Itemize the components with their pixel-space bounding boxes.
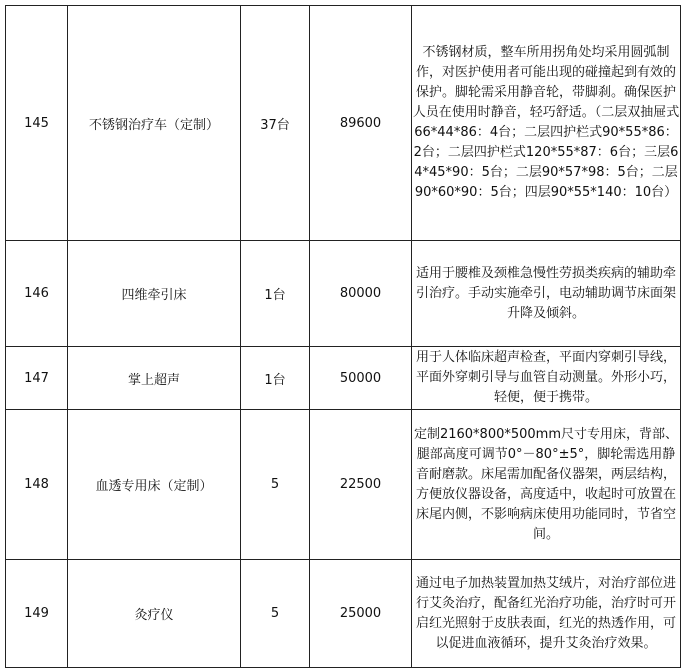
item-number: 147: [6, 347, 68, 410]
table-row: [6, 410, 681, 560]
item-quantity: 5: [241, 410, 310, 560]
item-price: 22500: [310, 410, 412, 560]
item-quantity: 1台: [241, 241, 310, 347]
table-row: [6, 241, 681, 347]
item-name: 掌上超声: [68, 347, 241, 410]
table-row: [6, 6, 681, 241]
item-number: 148: [6, 410, 68, 560]
item-number: 145: [6, 6, 68, 241]
item-price: 89600: [310, 6, 412, 241]
item-description: 适用于腰椎及颈椎急慢性劳损类疾病的辅助牵引治疗。手动实施牵引，电动辅助调节床面架升降及倾斜。: [412, 241, 681, 347]
item-name: 血透专用床（定制）: [68, 410, 241, 560]
item-number: 146: [6, 241, 68, 347]
item-name: 四维牵引床: [68, 241, 241, 347]
item-name: 不锈钢治疗车（定制）: [68, 6, 241, 241]
item-description: 定制2160*800*500mm尺寸专用床，背部、腿部高度可调节0°－80°±5°，脚轮需选用静音耐磨款。床尾需加配备仪器架，两层结构，方便放仪器设备，高度适中，收起时可放置在床尾内侧，不影响病床使用功能同时，节省空间。: [412, 410, 681, 560]
item-quantity: 5: [241, 560, 310, 668]
item-number: 149: [6, 560, 68, 668]
item-price: 80000: [310, 241, 412, 347]
equipment-spec-table: [5, 5, 681, 668]
item-quantity: 37台: [241, 6, 310, 241]
item-price: 50000: [310, 347, 412, 410]
table-row: [6, 560, 681, 668]
table-row: [6, 347, 681, 410]
item-quantity: 1台: [241, 347, 310, 410]
item-description: 不锈钢材质，整车所用拐角处均采用圆弧制作，对医护使用者可能出现的碰撞起到有效的保护。脚轮需采用静音轮，带脚刹。确保医护人员在使用时静音，轻巧舒适。（二层双抽屉式66*44*86：4台；二层四护栏式90*55*86：2台；二层四护栏式120*55*87：6台；三层64*45*90：5台；二层90*57*98：5台；二层90*60*90：5台；四层90*55*140：10台）: [412, 6, 681, 241]
item-description: 用于人体临床超声检查，平面内穿刺引导线，平面外穿刺引导与血管自动测量。外形小巧，轻便，便于携带。: [412, 347, 681, 410]
item-price: 25000: [310, 560, 412, 668]
item-description: 通过电子加热装置加热艾绒片，对治疗部位进行艾灸治疗，配备红光治疗功能，治疗时可开启红光照射于皮肤表面，红光的热透作用，可以促进血液循环，提升艾灸治疗效果。: [412, 560, 681, 668]
item-name: 灸疗仪: [68, 560, 241, 668]
